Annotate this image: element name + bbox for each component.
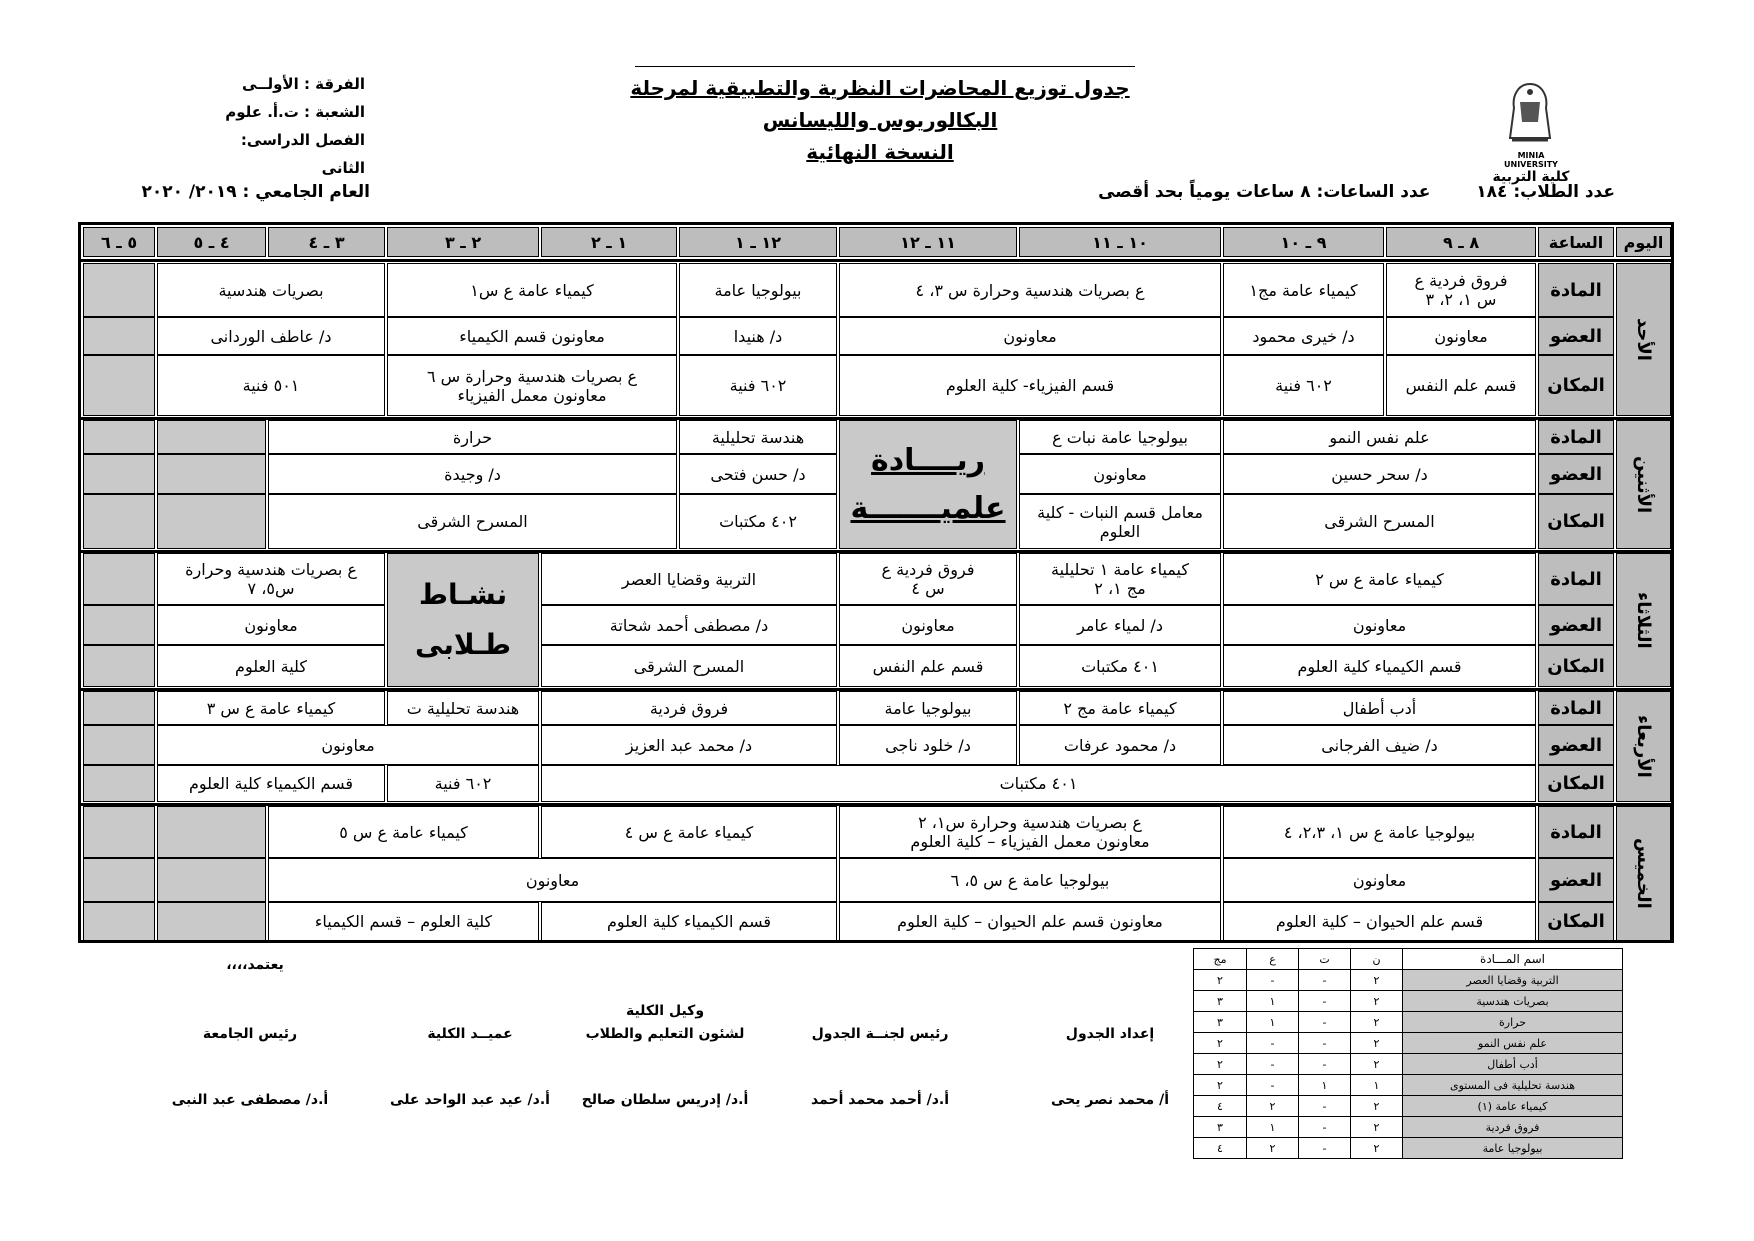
- schedule-cell: ع بصريات هندسية وحرارة س ٣، ٤: [839, 263, 1221, 317]
- schedule-cell: معاونون: [1223, 605, 1536, 645]
- table-row: [1194, 1054, 1622, 1075]
- day-sunday: الأحد: [1616, 263, 1671, 416]
- schedule-cell: التربية وقضايا العصر: [541, 553, 837, 605]
- day-wednesday: الأربعاء: [1616, 691, 1671, 802]
- header-time: الساعة: [1538, 227, 1614, 257]
- empty-cell: [157, 454, 266, 494]
- row-label-place: المكان: [1538, 355, 1614, 416]
- vice-dean-name: أ.د/ إدريس سلطان صالح: [581, 1092, 749, 1108]
- schedule-cell: المسرح الشرقى: [541, 645, 837, 687]
- row-label-subject: المادة: [1538, 263, 1614, 317]
- schedule-cell: ٤٠١ مكتبات: [541, 765, 1536, 802]
- header-subject: اسم المـــادة: [1402, 949, 1622, 969]
- schedule-cell: د/ مصطفى أحمد شحاتة: [541, 605, 837, 645]
- row-label-member: العضو: [1538, 454, 1614, 494]
- empty-cell: [83, 605, 155, 645]
- block-title-2: طـلابى: [414, 628, 512, 661]
- time-slot: ١١ ـ ١٢: [839, 227, 1017, 257]
- schedule-cell: د/ لمياء عامر: [1019, 605, 1221, 645]
- separator: [81, 259, 1671, 262]
- cell-n: ٢: [1350, 1012, 1402, 1032]
- subject-name: حرارة: [1402, 1012, 1622, 1032]
- cell-a: -: [1246, 1054, 1298, 1074]
- schedule-cell: فروق فردية ع س ٤: [839, 553, 1017, 605]
- schedule-cell: معاونون: [1386, 317, 1536, 355]
- subject-name: التربية وقضايا العصر: [1402, 970, 1622, 990]
- empty-cell: [83, 355, 155, 416]
- separator: [81, 550, 1671, 553]
- separator: [81, 688, 1671, 691]
- empty-cell: [83, 317, 155, 355]
- day-tuesday: الثلاثاء: [1616, 553, 1671, 687]
- schedule-cell: معاونون: [268, 858, 837, 902]
- row-label-member: العضو: [1538, 858, 1614, 902]
- group-label: الفرقة : الأولــى: [242, 75, 365, 93]
- schedule-cell: بيولوجيا عامة ع س ١، ٢،٣، ٤: [1223, 806, 1536, 858]
- row-label-place: المكان: [1538, 494, 1614, 549]
- header-info-right: [1098, 182, 1615, 202]
- schedule-cell: هندسة تحليلية ت: [387, 691, 539, 725]
- header-n: ن: [1350, 949, 1402, 969]
- university-logo: [1490, 78, 1570, 158]
- vice-dean-title-2: لشئون التعليم والطلاب: [585, 1026, 745, 1042]
- schedule-cell: قسم الكيمياء كلية العلوم: [541, 902, 837, 941]
- schedule-cell: المسرح الشرقى: [1223, 494, 1536, 549]
- schedule-cell: معاونون: [1223, 858, 1536, 902]
- committee-name: أ.د/ أحمد محمد أحمد: [811, 1092, 949, 1108]
- table-row: [1194, 1075, 1622, 1096]
- schedule-cell: كيمياء عامة ع س ٢: [1223, 553, 1536, 605]
- time-slot: ٥ ـ ٦: [83, 227, 155, 257]
- time-slot: ٩ ـ ١٠: [1223, 227, 1384, 257]
- cell-n: ٢: [1350, 1138, 1402, 1158]
- cell-t: -: [1298, 1054, 1350, 1074]
- schedule-cell: د/ عاطف الوردانى: [157, 317, 385, 355]
- schedule-cell: حرارة: [268, 420, 677, 454]
- table-row: [1194, 1117, 1622, 1138]
- logo-university-text: MINIA UNIVERSITY: [1504, 151, 1558, 169]
- schedule-cell: كيمياء عامة مج ٢: [1019, 691, 1221, 725]
- schedule-cell: ٦٠٢ فنية: [1223, 355, 1384, 416]
- cell-n: ٢: [1350, 991, 1402, 1011]
- empty-cell: [83, 765, 155, 802]
- schedule-cell: كيمياء عامة ع س١: [387, 263, 677, 317]
- time-slot: ٣ ـ ٤: [268, 227, 385, 257]
- cell-mj: ٢: [1217, 1036, 1223, 1050]
- title-line-2: البكالوريوس والليسانس: [762, 108, 998, 132]
- cell-n: ٢: [1350, 1033, 1402, 1053]
- separator: [81, 417, 1671, 420]
- cell-t: -: [1298, 1096, 1350, 1116]
- subject-name: كيمياء عامة (١): [1402, 1096, 1622, 1116]
- hours-note: عدد الساعات: ٨ ساعات يومياً بحد أقصى: [1098, 182, 1431, 202]
- cell-mj: ٢: [1217, 1078, 1223, 1092]
- schedule-cell: كيمياء عامة ع س ٥: [268, 806, 539, 858]
- schedule-cell: فروق فردية: [541, 691, 837, 725]
- empty-cell: [83, 691, 155, 725]
- cell-t: -: [1298, 1138, 1350, 1158]
- cell-a: ١: [1246, 1012, 1298, 1032]
- time-slot: ١ ـ ٢: [541, 227, 677, 257]
- cell-mj: ٢: [1217, 1057, 1223, 1071]
- cell-t: -: [1298, 970, 1350, 990]
- schedule-cell: ٥٠١ فنية: [157, 355, 385, 416]
- block-title-2: علميـــــــة: [850, 490, 1006, 526]
- day-thursday: الخميس: [1616, 806, 1671, 941]
- schedule-cell: معاونون: [157, 605, 385, 645]
- schedule-cell: ع بصريات هندسية وحرارة س ٦ معاونون معمل الفيزياء: [387, 355, 677, 416]
- committee-title: رئيس لجنــة الجدول: [811, 1026, 949, 1042]
- table-row: [1194, 1012, 1622, 1033]
- schedule-cell: ٦٠٢ فنية: [679, 355, 837, 416]
- cell-t: -: [1298, 991, 1350, 1011]
- cell-n: ٢: [1350, 1096, 1402, 1116]
- cell-t: -: [1298, 1033, 1350, 1053]
- subject-name: علم نفس النمو: [1402, 1033, 1622, 1053]
- schedule-cell: د/ محمد عبد العزيز: [541, 725, 837, 765]
- row-label-place: المكان: [1538, 765, 1614, 802]
- dean-title: عميــد الكلية: [427, 1026, 513, 1042]
- schedule-cell: معاونون: [157, 725, 539, 765]
- schedule-cell: ٦٠٢ فنية: [387, 765, 539, 802]
- empty-cell: [83, 725, 155, 765]
- empty-cell: [83, 263, 155, 317]
- subject-name: هندسة تحليلية فى المستوى: [1402, 1075, 1622, 1095]
- student-activity-block: [387, 553, 539, 687]
- subject-name: أدب أطفال: [1402, 1054, 1622, 1074]
- schedule-cell: معاونون قسم الكيمياء: [387, 317, 677, 355]
- cell-t: ١: [1298, 1075, 1350, 1095]
- empty-cell: [157, 420, 266, 454]
- schedule-cell: بيولوجيا عامة: [839, 691, 1017, 725]
- empty-cell: [83, 494, 155, 549]
- cell-n: ٢: [1350, 1054, 1402, 1074]
- empty-cell: [157, 494, 266, 549]
- schedule-cell: قسم الفيزياء- كلية العلوم: [839, 355, 1221, 416]
- schedule-cell: المسرح الشرقى: [268, 494, 677, 549]
- separator: [81, 803, 1671, 806]
- schedule-cell: د/ ضيف الفرجانى: [1223, 725, 1536, 765]
- cell-n: ٢: [1350, 1117, 1402, 1137]
- approval-note: يعتمد،،،،: [226, 957, 284, 973]
- title-rule: [635, 66, 1135, 67]
- schedule-cell: كيمياء عامة ع س ٣: [157, 691, 385, 725]
- schedule-cell: د/ هنيدا: [679, 317, 837, 355]
- schedule-cell: معاونون: [1019, 454, 1221, 494]
- schedule-cell: فروق فردية ع س ١، ٢، ٣: [1386, 263, 1536, 317]
- schedule-cell: قسم الكيمياء كلية العلوم: [1223, 645, 1536, 687]
- schedule-cell: كيمياء عامة ١ تحليلية مج ١، ٢: [1019, 553, 1221, 605]
- empty-cell: [83, 902, 155, 941]
- title-line-3: النسخة النهائية: [806, 140, 954, 164]
- row-label-subject: المادة: [1538, 420, 1614, 454]
- cell-mj: ٤: [1217, 1099, 1223, 1113]
- schedule-cell: ع بصريات هندسية وحرارة س١، ٢ معاونون معمل الفيزياء – كلية العلوم: [839, 806, 1221, 858]
- schedule-cell: ٤٠٢ مكتبات: [679, 494, 837, 549]
- dean-name: أ.د/ عيد عبد الواحد على: [390, 1092, 550, 1108]
- semester-label: الفصل الدراسى: الثانى: [240, 131, 365, 177]
- schedule-cell: ٤٠١ مكتبات: [1019, 645, 1221, 687]
- subject-name: فروق فردية: [1402, 1117, 1622, 1137]
- header-day: اليوم: [1616, 227, 1671, 257]
- row-label-subject: المادة: [1538, 553, 1614, 605]
- prepared-by-title: إعداد الجدول: [1065, 1026, 1155, 1042]
- schedule-cell: أدب أطفال: [1223, 691, 1536, 725]
- subjects-hours-table: [1193, 948, 1623, 1159]
- row-label-member: العضو: [1538, 605, 1614, 645]
- time-slot: ١٠ ـ ١١: [1019, 227, 1221, 257]
- university-president-name: أ.د/ مصطفى عبد النبى: [171, 1092, 329, 1108]
- row-label-subject: المادة: [1538, 806, 1614, 858]
- cell-n: ١: [1350, 1075, 1402, 1095]
- schedule-cell: علم نفس النمو: [1223, 420, 1536, 454]
- schedule-table: [78, 222, 1674, 943]
- table-row: [1194, 991, 1622, 1012]
- row-label-place: المكان: [1538, 645, 1614, 687]
- cell-a: -: [1246, 1033, 1298, 1053]
- time-slot: ١٢ ـ ١: [679, 227, 837, 257]
- empty-cell: [83, 645, 155, 687]
- cell-mj: ٣: [1217, 1120, 1223, 1134]
- schedule-cell: د/ خلود ناجى: [839, 725, 1017, 765]
- title-line-1: جدول توزيع المحاضرات النظرية والتطبيقية لمرحلة: [630, 76, 1130, 100]
- row-label-member: العضو: [1538, 725, 1614, 765]
- schedule-cell: كلية العلوم: [157, 645, 385, 687]
- empty-cell: [83, 420, 155, 454]
- schedule-cell: بصريات هندسية: [157, 263, 385, 317]
- cell-n: ٢: [1350, 970, 1402, 990]
- day-monday: الأثنين: [1616, 420, 1671, 549]
- schedule-cell: معاونون قسم علم الحيوان – كلية العلوم: [839, 902, 1221, 941]
- cell-a: -: [1246, 970, 1298, 990]
- schedule-cell: ع بصريات هندسية وحرارة س٥، ٧: [157, 553, 385, 605]
- schedule-cell: د/ وجيدة: [268, 454, 677, 494]
- row-label-member: العضو: [1538, 317, 1614, 355]
- university-president-title: رئيس الجامعة: [202, 1026, 298, 1042]
- academic-year: العام الجامعي : ٢٠١٩/ ٢٠٢٠: [141, 182, 370, 202]
- schedule-cell: د/ حسن فتحى: [679, 454, 837, 494]
- cell-a: ١: [1246, 1117, 1298, 1137]
- schedule-cell: قسم علم النفس: [839, 645, 1017, 687]
- schedule-cell: د/ سحر حسين: [1223, 454, 1536, 494]
- schedule-cell: معاونون: [839, 605, 1017, 645]
- schedule-cell: كلية العلوم – قسم الكيمياء: [268, 902, 539, 941]
- table-row: [1194, 1033, 1622, 1054]
- header-t: ت: [1298, 949, 1350, 969]
- prepared-by-name: أ/ محمد نصر يحى: [1050, 1092, 1170, 1108]
- cell-t: -: [1298, 1012, 1350, 1032]
- students-count: عدد الطلاب: ١٨٤: [1476, 182, 1615, 202]
- empty-cell: [157, 858, 266, 902]
- empty-cell: [83, 553, 155, 605]
- schedule-cell: كيمياء عامة مج١: [1223, 263, 1384, 317]
- vice-dean-title-1: وكيل الكلية: [625, 1003, 705, 1019]
- logo-caption: [1490, 151, 1572, 185]
- cell-t: -: [1298, 1117, 1350, 1137]
- schedule-cell: قسم علم النفس: [1386, 355, 1536, 416]
- schedule-cell: بيولوجيا عامة ع س ٥، ٦: [839, 858, 1221, 902]
- schedule-cell: بيولوجيا عامة: [679, 263, 837, 317]
- header-a: ع: [1246, 949, 1298, 969]
- cell-a: -: [1246, 1075, 1298, 1095]
- cell-mj: ٣: [1217, 994, 1223, 1008]
- time-slot: ٢ ـ ٣: [387, 227, 539, 257]
- row-label-subject: المادة: [1538, 691, 1614, 725]
- cell-a: ٢: [1246, 1138, 1298, 1158]
- header-info-left: [195, 70, 365, 182]
- cell-a: ١: [1246, 991, 1298, 1011]
- schedule-cell: معاونون: [839, 317, 1221, 355]
- empty-cell: [83, 454, 155, 494]
- subject-name: بيولوجيا عامة: [1402, 1138, 1622, 1158]
- table-header-row: [1194, 949, 1622, 970]
- header-mj: مج: [1213, 952, 1227, 966]
- schedule-cell: قسم الكيمياء كلية العلوم: [157, 765, 385, 802]
- document-title: [600, 72, 1160, 168]
- time-slot: ٤ ـ ٥: [157, 227, 266, 257]
- block-title-1: نشـاط: [418, 578, 508, 611]
- cell-mj: ٢: [1217, 973, 1223, 987]
- cell-a: ٢: [1246, 1096, 1298, 1116]
- table-row: [1194, 1138, 1622, 1158]
- schedule-cell: معامل قسم النبات - كلية العلوم: [1019, 494, 1221, 549]
- scientific-pioneering-block: [839, 420, 1017, 549]
- cell-mj: ٣: [1217, 1015, 1223, 1029]
- empty-cell: [83, 806, 155, 858]
- table-row: [1194, 970, 1622, 991]
- empty-cell: [83, 858, 155, 902]
- schedule-cell: قسم علم الحيوان – كلية العلوم: [1223, 902, 1536, 941]
- row-label-place: المكان: [1538, 902, 1614, 941]
- schedule-cell: د/ محمود عرفات: [1019, 725, 1221, 765]
- schedule-cell: د/ خيرى محمود: [1223, 317, 1384, 355]
- schedule-cell: هندسة تحليلية: [679, 420, 837, 454]
- cell-mj: ٤: [1217, 1141, 1223, 1155]
- table-row: [1194, 1096, 1622, 1117]
- block-title-1: ريــــادة: [871, 442, 985, 478]
- schedule-cell: كيمياء عامة ع س ٤: [541, 806, 837, 858]
- subject-name: بصريات هندسية: [1402, 991, 1622, 1011]
- empty-cell: [157, 902, 266, 941]
- division-label: الشعبة : ت.أ. علوم: [225, 103, 365, 121]
- time-slot: ٨ ـ ٩: [1386, 227, 1536, 257]
- empty-cell: [157, 806, 266, 858]
- faculty-name: كلية التربية: [1492, 169, 1570, 185]
- schedule-cell: بيولوجيا عامة نبات ع: [1019, 420, 1221, 454]
